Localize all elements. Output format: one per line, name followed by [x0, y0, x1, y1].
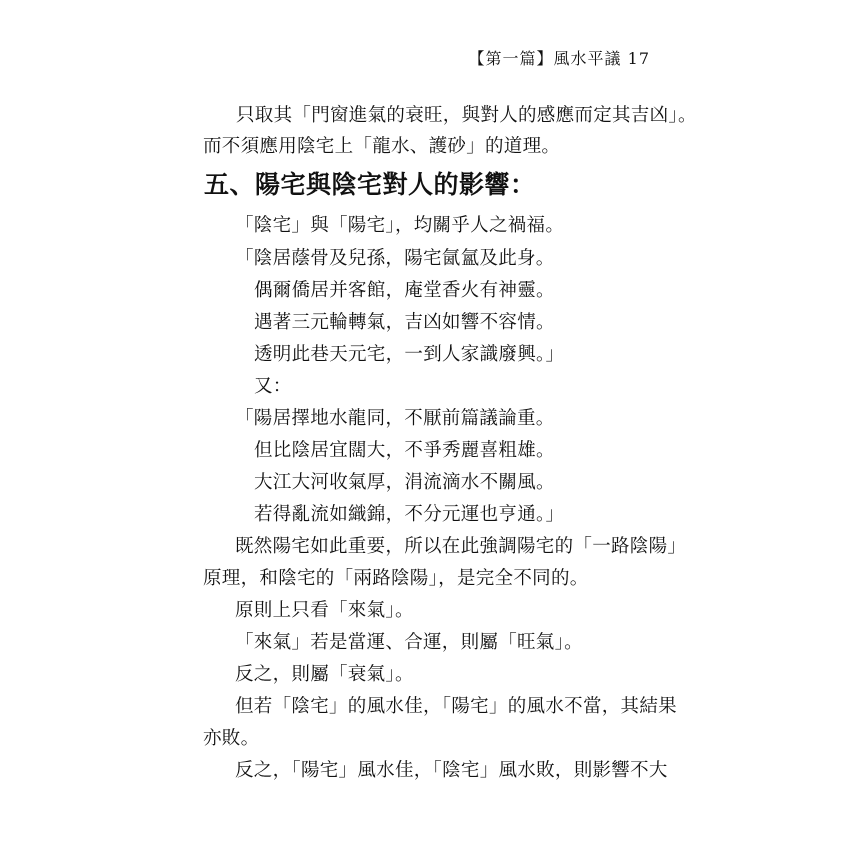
paragraph-line: 而不須應用陰宅上「龍水、護砂」的道理。 [203, 136, 561, 157]
verse-line: 「陰居蔭骨及兒孫，陽宅氤氳及此身。 [235, 248, 555, 269]
verse-line: 大江大河收氣厚，涓流滴水不關風。 [254, 472, 555, 493]
paragraph-line: 亦敗。 [203, 728, 260, 749]
running-header: 【第一篇】風水平議 17 [468, 49, 650, 68]
verse-line: 遇著三元輪轉氣，吉凶如響不容情。 [254, 312, 555, 333]
paragraph-line: 既然陽宅如此重要，所以在此強調陽宅的「一路陰陽」 [235, 536, 687, 557]
verse-line: 偶爾僑居并客館，庵堂香火有神靈。 [254, 280, 555, 301]
verse-line: 透明此巷天元宅，一到人家識廢興。」 [254, 344, 565, 365]
section-heading: 五、陽宅與陰宅對人的影響： [204, 170, 536, 199]
paragraph-line: 但若「陰宅」的風水佳，「陽宅」的風水不當，其結果 [235, 696, 677, 717]
paragraph-line: 只取其「門窗進氣的衰旺，與對人的感應而定其吉凶」。 [236, 105, 697, 126]
paragraph-line: 原理，和陰宅的「兩路陰陽」，是完全不同的。 [203, 568, 589, 589]
verse-line: 「陽居擇地水龍同，不厭前篇議論重。 [235, 408, 555, 429]
verse-line: 若得亂流如織錦，不分元運也亨通。」 [254, 504, 565, 525]
paragraph-line: 「陰宅」與「陽宅」，均關乎人之禍福。 [235, 215, 565, 236]
paragraph-line: 「來氣」若是當運、合運，則屬「旺氣」。 [235, 632, 583, 653]
paragraph-line: 反之，則屬「衰氣」。 [235, 664, 414, 685]
paragraph-line: 反之，「陽宅」風水佳，「陰宅」風水敗，則影響不大 [235, 760, 668, 781]
paragraph-line: 原則上只看「來氣」。 [235, 600, 414, 621]
verse-line: 但比陰居宜闊大，不爭秀麗喜粗雄。 [254, 440, 555, 461]
verse-line: 又： [254, 376, 292, 397]
